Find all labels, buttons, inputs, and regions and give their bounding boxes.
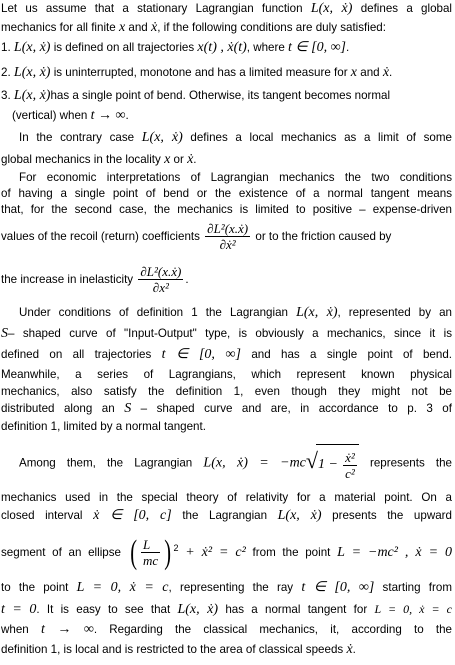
- text-line-20: definition 1, limited by a normal tangent.: [1, 420, 206, 433]
- recoil-fraction: $\frac{\text{∂L²(x.ẋ)}}{\text{∂ẋ²}}$: [207, 221, 249, 253]
- text-line-13: the increase in inelasticity $\frac{\text{∂L²(x.ẋ)}}{\text{∂x²}}$ .: [1, 264, 189, 296]
- text-line-17: Meanwhile, a series of Lagrangians, which represent known physical: [1, 368, 452, 381]
- text-line-12: values of the recoil (return) coefficients $\frac{\text{∂L²(x.ẋ)}}{\text{∂ẋ²}}$ or to the friction caused by: [1, 221, 392, 253]
- text-line-9: For economic interpretations of Lagrangian mechanics the two conditions: [19, 171, 452, 184]
- text-line-11: that, for the second case, the mechanics is limited to positive – expense-driven: [1, 203, 452, 216]
- text-line-16: defined on all trajectories t ∈ [0, ∞] and has a single point of bend.: [1, 347, 452, 362]
- text-line-27: when t → ∞. Regarding the classical mechanics, it, according to the: [1, 622, 452, 637]
- condition-3: 3. L(x, ẋ)has a single point of bend. Otherwise, its tangent becomes normal: [1, 88, 391, 103]
- text-line-2: mechanics for all finite x and ẋ, if the following conditions are duly satisfied:: [1, 20, 386, 35]
- text-line-26: t = 0. It is easy to see that L(x, ẋ) has a normal tangent for L = 0, ẋ = c: [1, 602, 452, 617]
- text-line-10: of having a single point of bend or the existence of a normal tangent means: [1, 187, 452, 200]
- text-line-28: definition 1, is local and is restricted to the area of classical speeds ẋ.: [1, 642, 356, 657]
- inelasticity-fraction: $\frac{\text{∂L²(x.ẋ)}}{\text{∂x²}}$: [140, 264, 182, 296]
- text-line-18: mechanics, also satisfy the definition 1, even though they might not be: [1, 385, 452, 398]
- text-line-23: closed interval ẋ ∈ [0, c] the Lagrangian L(x, ẋ) presents the upward: [1, 508, 452, 523]
- text-line-1: Let us assume that a stationary Lagrangian function L(x, ẋ) defines a global: [1, 1, 452, 16]
- text-line-14: Under conditions of definition 1 the Lagrangian L(x, ẋ), represented by an: [19, 305, 452, 320]
- sqrt-expression: √1 − $\frac{\text{ẋ²}}{\text{c²}}$: [306, 441, 359, 485]
- condition-1: 1. L(x, ẋ) is defined on all trajectories x(t) , ẋ(t), where t ∈ [0, ∞].: [1, 40, 350, 55]
- text-line-24: segment of an ellipse ( $\frac{L}{mc}$ ) $^2$ + ẋ² = c² from the point L = −mc² , ẋ = 0: [1, 533, 452, 571]
- text-line-22: mechanics used in the special theory of relativity for a material point. On a: [1, 491, 452, 504]
- text-line-25: to the point L = 0, ẋ = c, representing the ray t ∈ [0, ∞] starting from: [1, 580, 452, 595]
- text-line-8: global mechanics in the locality x or ẋ.: [1, 152, 197, 167]
- text-line-7: In the contrary case L(x, ẋ) defines a local mechanics as a limit of some: [19, 130, 452, 145]
- text-line-19: distributed along an S – shaped curve and are, in accordance to p. 3 of: [1, 401, 452, 416]
- condition-2: 2. L(x, ẋ) is uninterrupted, monotone and has a limited measure for x and ẋ.: [1, 65, 393, 80]
- text-line-15: S– shaped curve of "Input-Output" type, is obviously a mechanics, since it is: [1, 326, 452, 341]
- text-line-21: Among them, the Lagrangian L(x, ẋ) = −mc√1 − $\frac{\text{ẋ²}}{\text{c²}}$ represents the: [19, 441, 452, 487]
- condition-3-cont: (vertical) when t → ∞.: [12, 108, 129, 123]
